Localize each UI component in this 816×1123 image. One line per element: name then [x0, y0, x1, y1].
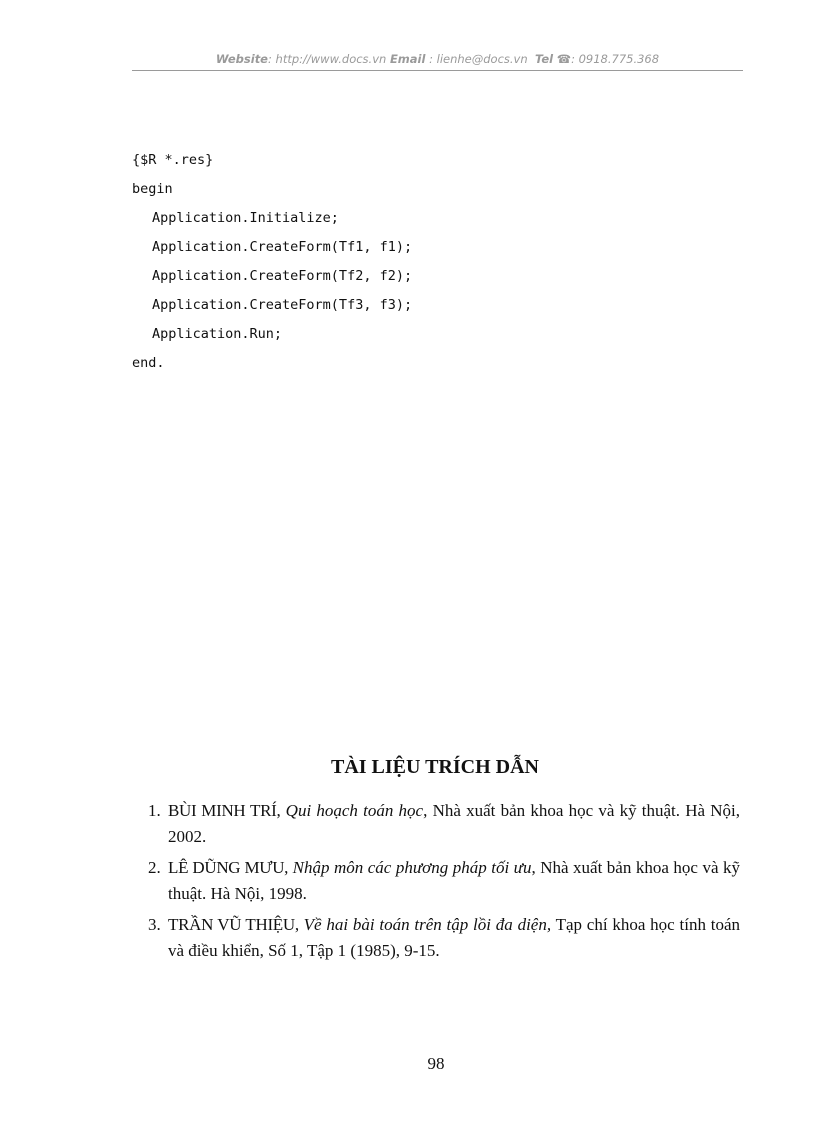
website-label: Website — [215, 52, 268, 66]
reference-number: 1. — [148, 801, 161, 820]
reference-author: LÊ DŨNG MƯU, — [168, 858, 289, 877]
code-line: Application.Initialize; — [152, 210, 339, 226]
website-value: : http://www.docs.vn — [268, 52, 387, 66]
reference-work: Qui hoạch toán học — [285, 801, 424, 820]
reference-item — [148, 855, 740, 907]
email-value: : lienhe@docs.vn — [429, 52, 528, 66]
code-block — [132, 150, 412, 382]
references-title: TÀI LIỆU TRÍCH DẪN — [330, 756, 539, 778]
email-label: Email — [389, 52, 426, 66]
reference-number: 3. — [148, 915, 161, 934]
code-line: Application.CreateForm(Tf2, f2); — [152, 268, 413, 284]
reference-author: TRẦN VŨ THIỆU, — [168, 915, 299, 934]
tel-value: : 0918.775.368 — [571, 52, 660, 66]
reference-author: BÙI MINH TRÍ, — [168, 801, 281, 820]
reference-number: 2. — [148, 858, 161, 877]
code-line: Application.CreateForm(Tf1, f1); — [152, 239, 413, 255]
code-line: {$R *.res} — [132, 152, 214, 168]
code-line: Application.CreateForm(Tf3, f3); — [152, 297, 413, 313]
reference-item — [148, 798, 740, 850]
tel-label: Tel — [534, 52, 554, 66]
reference-item — [148, 912, 740, 964]
phone-icon: ☎ — [556, 52, 572, 66]
header-divider — [132, 70, 743, 71]
page-number: 98 — [427, 1054, 445, 1073]
reference-work: Nhập môn các phương pháp tối ưu — [292, 858, 532, 877]
reference-details: , Nhà xuất bản khoa học và kỹ thuật. Hà Nội, 2002. — [168, 801, 740, 846]
reference-list — [148, 798, 740, 969]
reference-work: Về hai bài toán trên tập lồi đa diện, — [303, 915, 552, 934]
reference-details: , Nhà xuất bản khoa học và kỹ thuật. Hà Nội, 1998. — [168, 858, 741, 903]
reference-details: Tạp chí khoa học tính toán và điều khiển, Số 1, Tập 1 (1985), 9-15. — [168, 915, 741, 960]
page-header — [132, 52, 743, 66]
code-line: end. — [132, 355, 165, 371]
code-line: begin — [132, 181, 173, 197]
code-line: Application.Run; — [152, 326, 283, 342]
